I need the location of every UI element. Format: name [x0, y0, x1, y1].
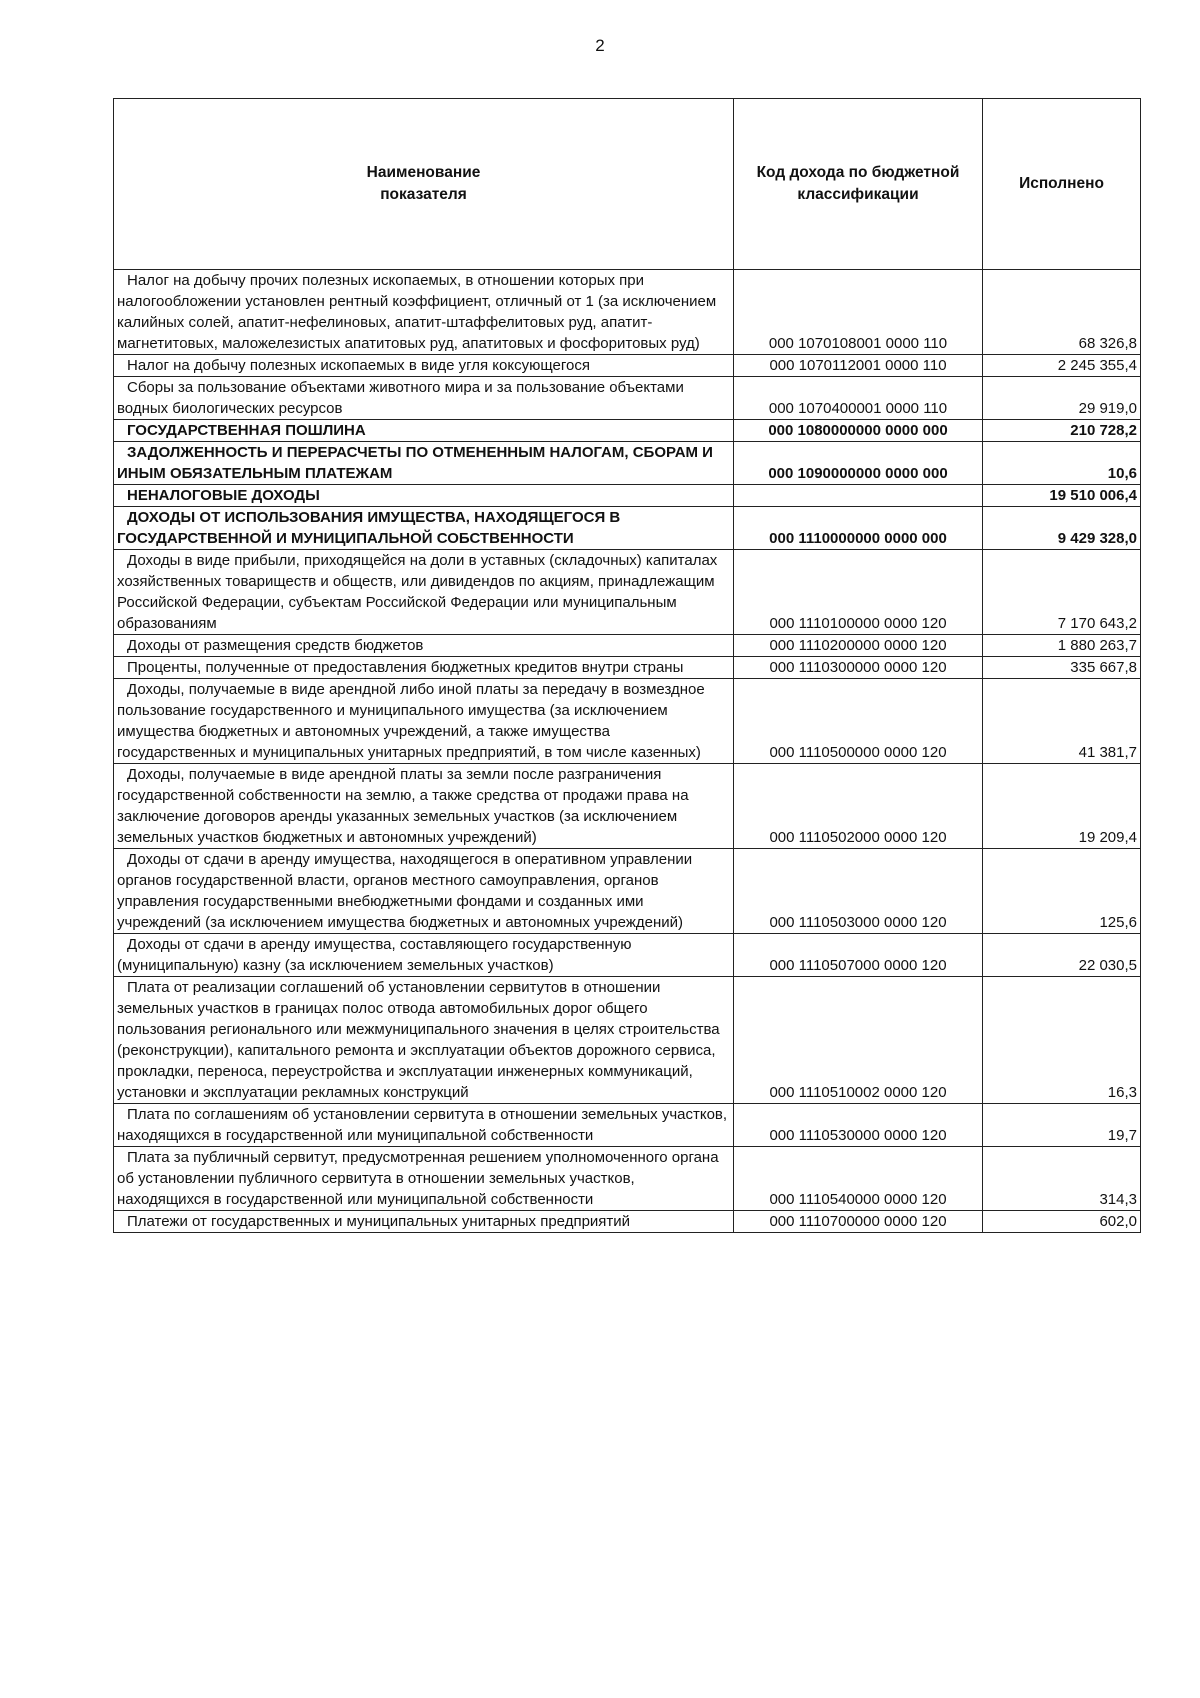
table-row [114, 507, 1141, 550]
row-value-cell: 335 667,8 [983, 657, 1141, 679]
row-code-cell [734, 485, 983, 507]
row-name-cell: Плата по соглашениям об установлении сервитута в отношении земельных участков, находящихся в государственной или муниципальной собственности [114, 1104, 734, 1147]
table-row [114, 1104, 1141, 1147]
row-value-cell: 19 510 006,4 [983, 485, 1141, 507]
row-code-cell: 000 1110300000 0000 120 [734, 657, 983, 679]
table-header-row [114, 99, 1141, 270]
row-name-cell: НЕНАЛОГОВЫЕ ДОХОДЫ [114, 485, 734, 507]
row-code-cell: 000 1110503000 0000 120 [734, 849, 983, 934]
row-value-cell: 10,6 [983, 442, 1141, 485]
row-value-cell: 125,6 [983, 849, 1141, 934]
revenue-table [113, 98, 1141, 1233]
table-row [114, 550, 1141, 635]
row-name-cell: Доходы от сдачи в аренду имущества, находящегося в оперативном управлении органов государственной власти, органов местного самоуправления, органов управления государственными внебюджетными фондами и созданных ими учреждений (за исключением имущества бюджетных и автономных учреждений) [114, 849, 734, 934]
row-name-cell: Проценты, полученные от предоставления бюджетных кредитов внутри страны [114, 657, 734, 679]
table-row [114, 635, 1141, 657]
row-code-cell: 000 1090000000 0000 000 [734, 442, 983, 485]
table-row [114, 934, 1141, 977]
row-code-cell: 000 1110530000 0000 120 [734, 1104, 983, 1147]
row-value-cell: 7 170 643,2 [983, 550, 1141, 635]
row-code-cell: 000 1070108001 0000 110 [734, 270, 983, 355]
row-name-cell: Доходы от размещения средств бюджетов [114, 635, 734, 657]
row-code-cell: 000 1110540000 0000 120 [734, 1147, 983, 1211]
table-row [114, 485, 1141, 507]
table-row [114, 1211, 1141, 1233]
row-name-cell: ЗАДОЛЖЕННОСТЬ И ПЕРЕРАСЧЕТЫ ПО ОТМЕНЕННЫМ НАЛОГАМ, СБОРАМ И ИНЫМ ОБЯЗАТЕЛЬНЫМ ПЛАТЕЖАМ [114, 442, 734, 485]
table-row [114, 679, 1141, 764]
table-row [114, 977, 1141, 1104]
table-row [114, 764, 1141, 849]
row-name-cell: Сборы за пользование объектами животного мира и за пользование объектами водных биологических ресурсов [114, 377, 734, 420]
row-name-cell: Налог на добычу полезных ископаемых в виде угля коксующегося [114, 355, 734, 377]
row-value-cell: 210 728,2 [983, 420, 1141, 442]
table-row [114, 1147, 1141, 1211]
row-value-cell: 16,3 [983, 977, 1141, 1104]
row-name-cell: ГОСУДАРСТВЕННАЯ ПОШЛИНА [114, 420, 734, 442]
table-row [114, 420, 1141, 442]
row-code-cell: 000 1070112001 0000 110 [734, 355, 983, 377]
row-value-cell: 29 919,0 [983, 377, 1141, 420]
table-row [114, 849, 1141, 934]
row-name-cell: Плата от реализации соглашений об установлении сервитутов в отношении земельных участков в границах полос отвода автомобильных дорог общего пользования регионального или межмуниципального значения в целях строительства (реконструкции), капитального ремонта и эксплуатации объектов дорожного сервиса, прокладки, переноса, переустройства и эксплуатации инженерных коммуникаций, установки и эксплуатации рекламных конструкций [114, 977, 734, 1104]
row-name-cell: Доходы от сдачи в аренду имущества, составляющего государственную (муниципальную) казну (за исключением земельных участков) [114, 934, 734, 977]
row-name-cell: Налог на добычу прочих полезных ископаемых, в отношении которых при налогообложении установлен рентный коэффициент, отличный от 1 (за исключением калийных солей, апатит-нефелиновых, апатит-штаффелитовых руд, апатит-магнетитовых, маложелезистых апатитовых руд, апатитовых и фосфоритовых руд) [114, 270, 734, 355]
row-value-cell: 68 326,8 [983, 270, 1141, 355]
row-code-cell: 000 1110000000 0000 000 [734, 507, 983, 550]
row-value-cell: 2 245 355,4 [983, 355, 1141, 377]
row-value-cell: 1 880 263,7 [983, 635, 1141, 657]
row-name-cell: Платежи от государственных и муниципальных унитарных предприятий [114, 1211, 734, 1233]
row-code-cell: 000 1070400001 0000 110 [734, 377, 983, 420]
header-name: Наименование показателя [114, 99, 734, 270]
row-code-cell: 000 1110502000 0000 120 [734, 764, 983, 849]
row-value-cell: 314,3 [983, 1147, 1141, 1211]
header-code: Код дохода по бюджетной классификации [734, 99, 983, 270]
row-code-cell: 000 1110100000 0000 120 [734, 550, 983, 635]
row-value-cell: 602,0 [983, 1211, 1141, 1233]
row-value-cell: 19 209,4 [983, 764, 1141, 849]
page-number: 2 [595, 36, 605, 55]
row-name-cell: Доходы в виде прибыли, приходящейся на доли в уставных (складочных) капиталах хозяйственных товариществ и обществ, или дивидендов по акциям, принадлежащим Российской Федерации, субъектам Российской Федерации или муниципальным образованиям [114, 550, 734, 635]
table-row [114, 270, 1141, 355]
row-code-cell: 000 1110510002 0000 120 [734, 977, 983, 1104]
row-value-cell: 22 030,5 [983, 934, 1141, 977]
row-value-cell: 9 429 328,0 [983, 507, 1141, 550]
row-code-cell: 000 1110507000 0000 120 [734, 934, 983, 977]
row-value-cell: 41 381,7 [983, 679, 1141, 764]
row-code-cell: 000 1110700000 0000 120 [734, 1211, 983, 1233]
table-body [114, 270, 1141, 1233]
row-name-cell: Плата за публичный сервитут, предусмотренная решением уполномоченного органа об установлении публичного сервитута в отношении земельных участков, находящихся в государственной или муниципальной собственности [114, 1147, 734, 1211]
row-name-cell: Доходы, получаемые в виде арендной платы за земли после разграничения государственной собственности на землю, а также средства от продажи права на заключение договоров аренды указанных земельных участков (за исключением земельных участков бюджетных и автономных учреждений) [114, 764, 734, 849]
table-row [114, 377, 1141, 420]
table-row [114, 657, 1141, 679]
row-name-cell: ДОХОДЫ ОТ ИСПОЛЬЗОВАНИЯ ИМУЩЕСТВА, НАХОДЯЩЕГОСЯ В ГОСУДАРСТВЕННОЙ И МУНИЦИПАЛЬНОЙ СОБСТВЕННОСТИ [114, 507, 734, 550]
table-row [114, 442, 1141, 485]
row-name-cell: Доходы, получаемые в виде арендной либо иной платы за передачу в возмездное пользование государственного и муниципального имущества (за исключением имущества бюджетных и автономных учреждений, а также имущества государственных и муниципальных унитарных предприятий, в том числе казенных) [114, 679, 734, 764]
row-code-cell: 000 1110200000 0000 120 [734, 635, 983, 657]
row-value-cell: 19,7 [983, 1104, 1141, 1147]
table-row [114, 355, 1141, 377]
row-code-cell: 000 1080000000 0000 000 [734, 420, 983, 442]
header-value: Исполнено [983, 99, 1141, 270]
row-code-cell: 000 1110500000 0000 120 [734, 679, 983, 764]
